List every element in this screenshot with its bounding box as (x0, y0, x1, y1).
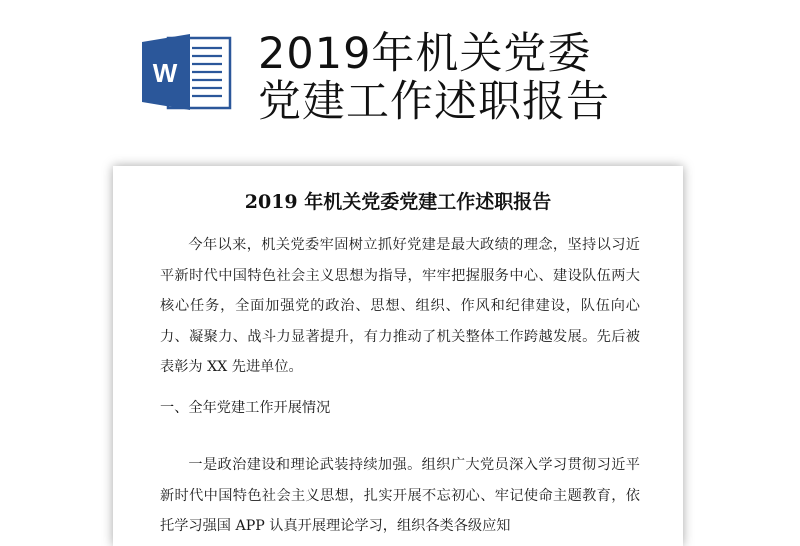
header-title-line1: 2019年机关党委 (258, 29, 592, 79)
header-title-line2: 党建工作述职报告 (258, 77, 610, 127)
document-title: 2019 年机关党委党建工作述职报告 (244, 191, 552, 213)
header (0, 0, 800, 160)
paragraph-political-construction: 一是政治建设和理论武装持续加强。组织广大党员深入学习贯彻习近平新时代中国特色社会主义思想，扎实开展不忘初心、牢记使命主题教育，依托学习强国 APP 认真开展理论学习，组织各类各级应知 (160, 457, 640, 534)
paragraph-intro: 今年以来，机关党委牢固树立抓好党建是最大政绩的理念，坚持以习近平新时代中国特色社会主义思想为指导，牢牢把握服务中心、建设队伍两大核心任务，全面加强党的政治、思想、组织、作风和纪律建设，队伍向心力、凝聚力、战斗力显著提升，有力推动了机关整体工作跨越发展。先后被表彰为 XX 先进单位。 (160, 237, 640, 375)
section-heading: 一、全年党建工作开展情况 (160, 400, 331, 416)
word-document-icon (140, 32, 235, 112)
header-title (258, 30, 610, 126)
document-page (113, 166, 683, 546)
word-icon-letter: W (152, 58, 178, 88)
